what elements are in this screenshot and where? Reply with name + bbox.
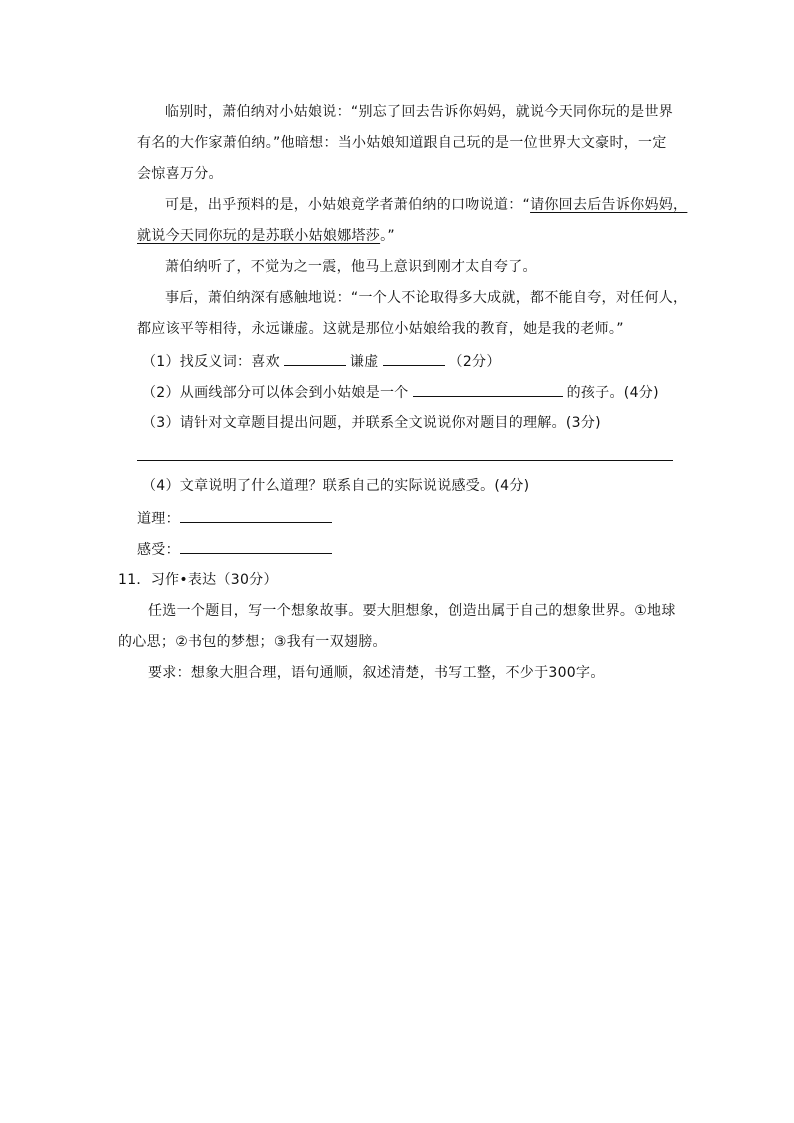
- story-paragraph-2-line-1: [165, 195, 687, 215]
- story-paragraph-1-line-1: 临别时，萧伯纳对小姑娘说：“别忘了回去告诉你妈妈，就说今天同你玩的是世界: [165, 104, 674, 120]
- writing-heading: 11．习作•表达（30分）: [118, 572, 278, 588]
- story-paragraph-2-text: 可是，出乎预料的是，小姑娘竟学者萧伯纳的口吻说道：“: [165, 197, 531, 213]
- story-paragraph-2-line-2: [137, 226, 395, 246]
- story-paragraph-4-line-1: 事后，萧伯纳深有感触地说：“一个人不论取得多大成就，都不能自夸，对任何人，: [165, 290, 688, 306]
- underlined-quote-part-1: 请你回去后告诉你妈妈，: [530, 197, 688, 213]
- question-1: [142, 351, 501, 372]
- question-2-label: （2）从画线部分可以体会到小姑娘是一个: [142, 385, 409, 401]
- writing-prompt-line-2: 的心思；②书包的梦想；③我有一双翅膀。: [118, 634, 387, 650]
- question-1-blank-a[interactable]: [284, 351, 346, 366]
- question-1-word-2: 谦虚: [349, 354, 379, 370]
- story-paragraph-1-line-2: 有名的大作家萧伯纳。”他暗想：当小姑娘知道跟自己玩的是一位世界大文豪时，一定: [137, 135, 667, 151]
- story-paragraph-1-line-3: 会惊喜万分。: [137, 166, 223, 182]
- question-2-end: 的孩子。(4分): [566, 385, 659, 401]
- ganshou-label: 感受：: [137, 542, 180, 558]
- question-4: （4）文章说明了什么道理？联系自己的实际说说感受。(4分): [142, 478, 530, 494]
- question-1-score: （2分）: [448, 354, 501, 370]
- question-1-blank-b[interactable]: [383, 351, 445, 366]
- story-paragraph-4-line-2: 都应该平等相待，永远谦虚。这就是那位小姑娘给我的教育，她是我的老师。”: [137, 321, 624, 337]
- writing-requirement: 要求：想象大胆合理，语句通顺，叙述清楚，书写工整，不少于300字。: [148, 665, 605, 681]
- question-4-daoli: [137, 508, 336, 529]
- ganshou-blank[interactable]: [180, 539, 332, 554]
- question-2: [142, 382, 659, 403]
- question-3-answer-line[interactable]: [137, 460, 673, 461]
- story-paragraph-3: 萧伯纳听了，不觉为之一震，他马上意识到刚才太自夸了。: [165, 259, 537, 275]
- writing-prompt-line-1: 任选一个题目，写一个想象故事。要大胆想象，创造出属于自己的想象世界。①地球: [148, 603, 676, 619]
- underlined-quote-part-2: 就说今天同你玩的是苏联小姑娘娜塔莎: [137, 228, 381, 244]
- question-2-blank[interactable]: [413, 382, 563, 397]
- daoli-blank[interactable]: [180, 508, 332, 523]
- question-1-label: （1）找反义词：喜欢: [142, 354, 280, 370]
- story-paragraph-2-end: 。”: [380, 228, 395, 244]
- question-4-ganshou: [137, 539, 336, 560]
- question-3: （3）请针对文章题目提出问题，并联系全文说说你对题目的理解。(3分): [142, 415, 601, 431]
- daoli-label: 道理：: [137, 511, 180, 527]
